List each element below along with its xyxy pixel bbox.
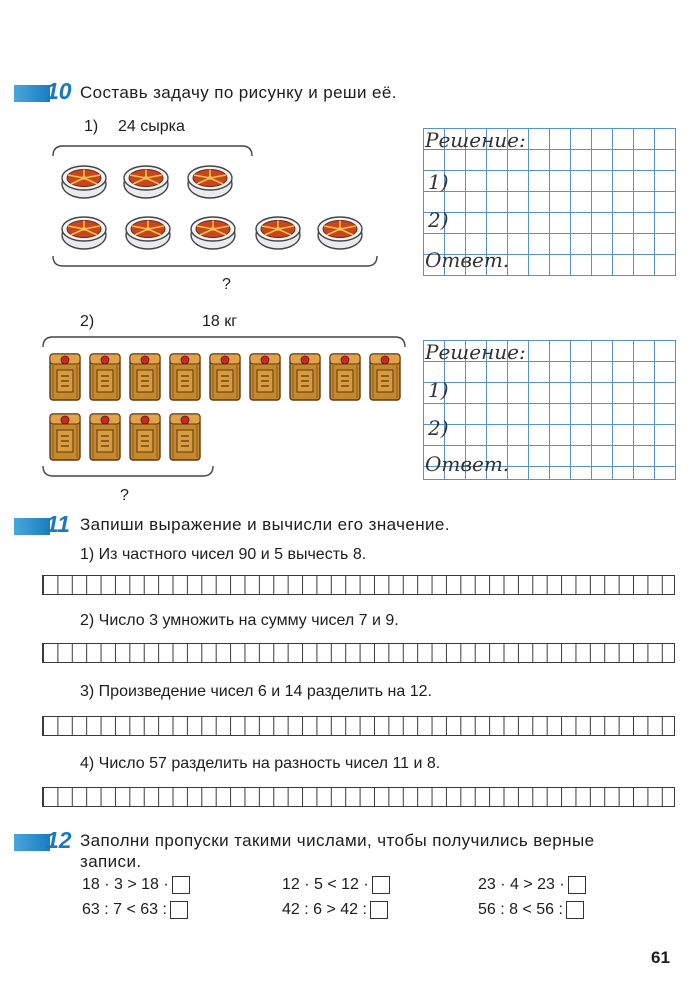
box-weight-icon [48,350,82,402]
solution-answer: Ответ. [425,452,510,476]
cheese-pie-icon [316,213,364,251]
task11-number: 11 [46,511,70,537]
answer-cells-3[interactable] [42,716,675,736]
blank-box[interactable] [170,901,188,919]
inequality-text: 42 : 6 > 42 : [282,901,367,918]
solution-answer: Ответ. [425,248,510,272]
task10-part2-label: 2) [80,313,95,330]
cheese-pie-icon [124,213,172,251]
box-weight-icon [368,350,402,402]
box-weight-icon [328,350,362,402]
task10-marker [14,85,50,102]
inequality-row2-col3 [478,901,584,919]
blank-box[interactable] [370,901,388,919]
solution-step-1: 1) [428,378,449,402]
cheese-pie-icon [60,213,108,251]
task10-part2-caption: 18 кг [202,313,238,330]
inequality-row2-col2 [282,901,388,919]
part2-bottom-brace [40,464,216,480]
inequality-row1-col3 [478,876,586,894]
task11-item-4: 4) Число 57 разделить на разность чисел 11 и 8. [80,755,441,772]
task11-marker [14,518,50,535]
task10-part1-caption: 24 сырка [118,118,185,135]
inequality-text: 23 · 4 > 23 · [478,876,565,893]
part2-question-mark: ? [120,487,129,504]
cheese-pie-icon [254,213,302,251]
box-weight-icon [168,410,202,462]
cheese-pie-icon [60,162,108,200]
task10-title: Составь задачу по рисунку и реши её. [80,83,397,102]
blank-box[interactable] [568,876,586,894]
task11-title: Запиши выражение и вычисли его значение. [80,515,450,534]
solution-step-2: 2) [428,416,449,440]
task11-item-3: 3) Произведение чисел 6 и 14 разделить на 12. [80,683,432,700]
blank-box[interactable] [372,876,390,894]
cheese-pie-icon [189,213,237,251]
box-weight-icon [248,350,282,402]
box-weight-icon [128,350,162,402]
box-weight-icon [288,350,322,402]
inequality-row1-col1 [82,876,190,894]
solution-step-2: 2) [428,208,449,232]
task11-item-1: 1) Из частного чисел 90 и 5 вычесть 8. [80,546,367,563]
part2-top-brace [40,333,408,349]
box-weight-icon [88,410,122,462]
part1-bottom-brace [50,254,380,270]
cheese-pie-icon [122,162,170,200]
inequality-text: 18 · 3 > 18 · [82,876,169,893]
inequality-text: 56 : 8 < 56 : [478,901,563,918]
inequality-text: 63 : 7 < 63 : [82,901,167,918]
answer-cells-2[interactable] [42,643,675,663]
box-weight-icon [208,350,242,402]
box-weight-icon [48,410,82,462]
solution-heading: Решение: [425,128,526,152]
inequality-text: 12 · 5 < 12 · [282,876,369,893]
task12-title-line2: записи. [80,852,142,871]
answer-cells-1[interactable] [42,575,675,595]
box-weight-icon [168,350,202,402]
box-weight-icon [128,410,162,462]
task12-title-line1: Заполни пропуски такими числами, чтобы получились верные [80,831,595,850]
box-weight-icon [88,350,122,402]
inequality-row1-col2 [282,876,390,894]
cheese-pie-icon [186,162,234,200]
task12-marker [14,834,50,851]
blank-box[interactable] [566,901,584,919]
inequality-row2-col1 [82,901,188,919]
task10-number: 10 [46,78,72,104]
task11-item-2: 2) Число 3 умножить на сумму чисел 7 и 9. [80,612,399,629]
solution-step-1: 1) [428,170,449,194]
blank-box[interactable] [172,876,190,894]
solution-heading: Решение: [425,340,526,364]
page-number: 61 [651,948,670,967]
answer-cells-4[interactable] [42,787,675,807]
part1-top-brace [50,142,255,158]
part1-question-mark: ? [222,276,231,293]
task10-part1-label: 1) [84,118,99,135]
task12-number: 12 [46,827,72,853]
